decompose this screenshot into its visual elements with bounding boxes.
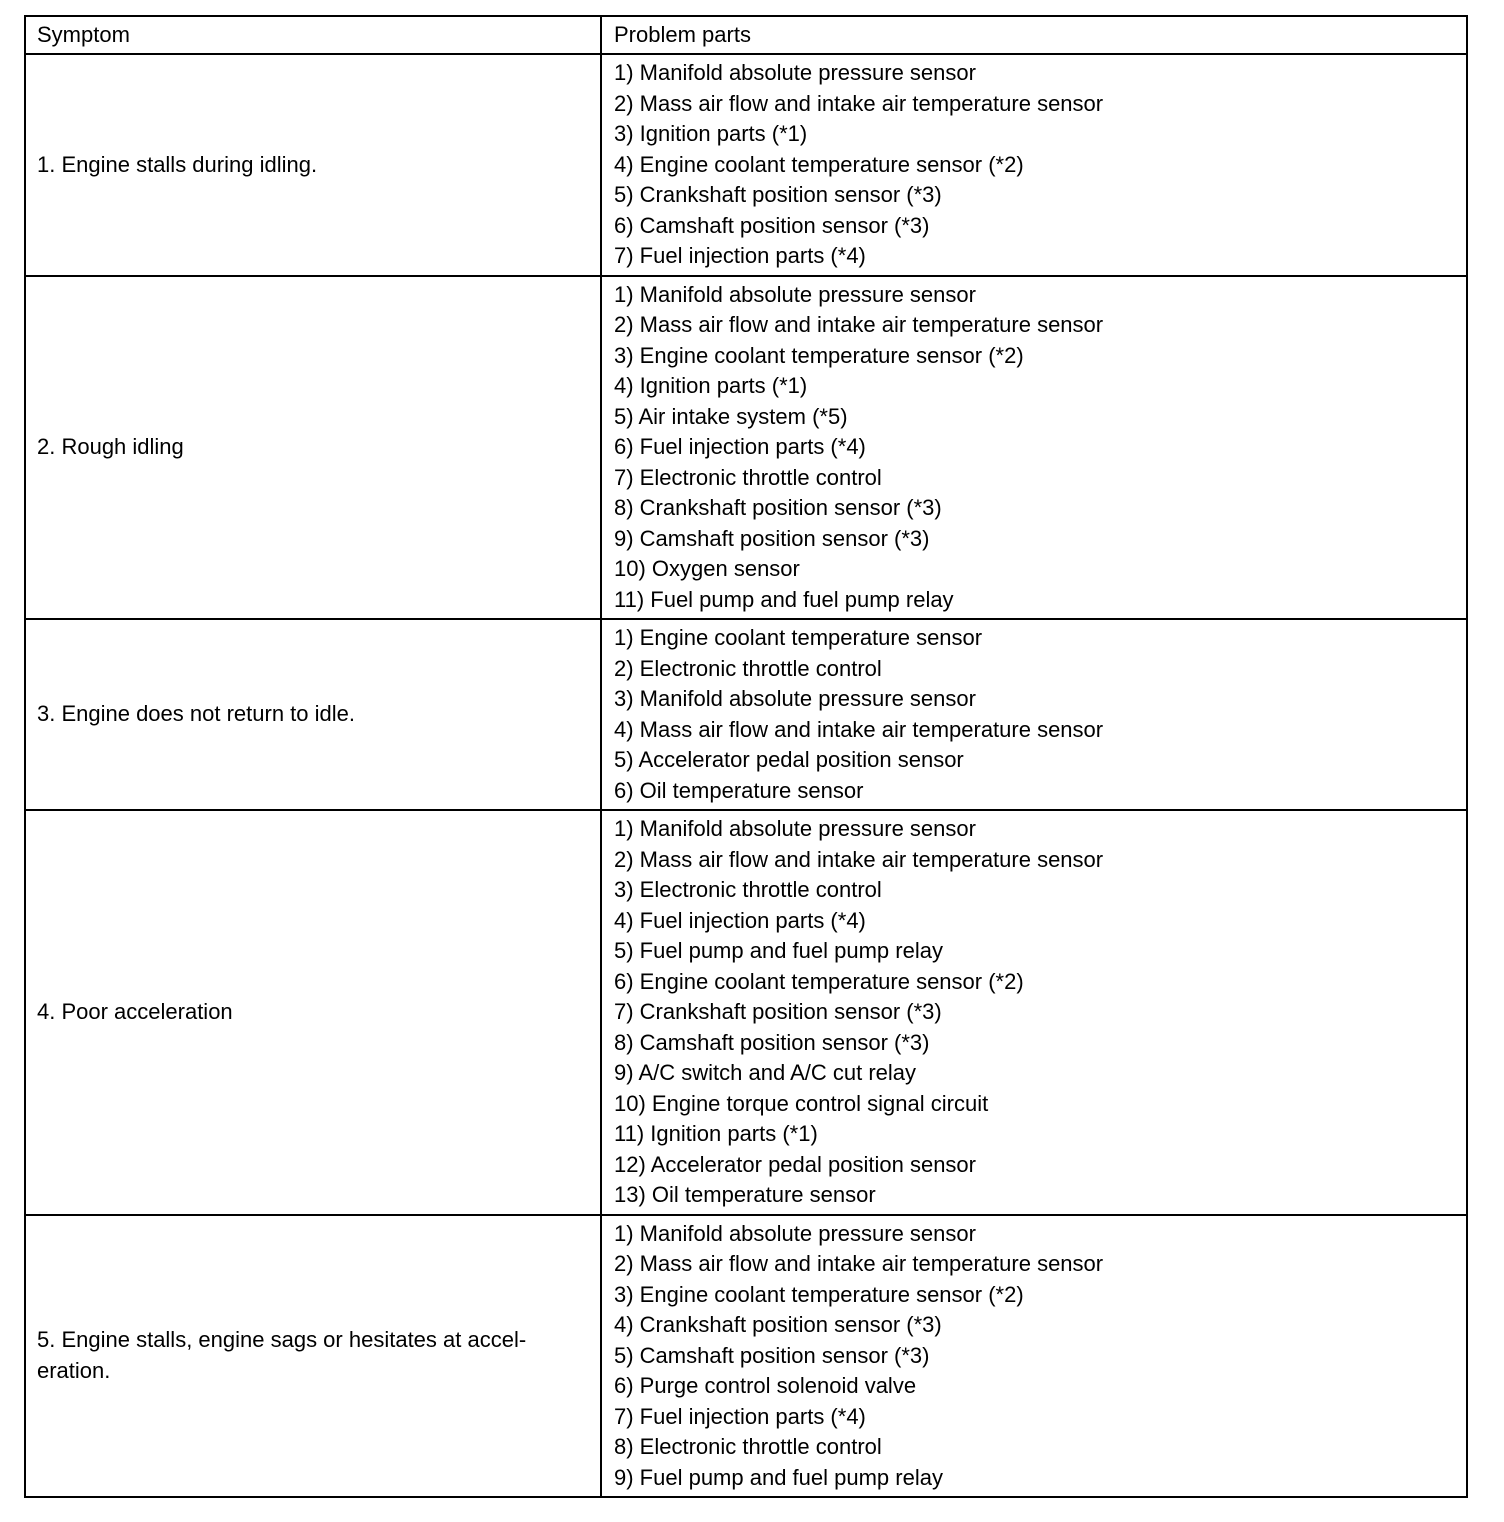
list-item: 6) Purge control solenoid valve [614,1373,917,1398]
list-item: 6) Engine coolant temperature sensor (*2) [614,968,1024,994]
symptom-cell [25,276,601,620]
list-item: 3) Engine coolant temperature sensor (*2) [614,1281,1024,1307]
parts-cell [601,619,1467,810]
list-item: 2) Mass air flow and intake air temperature sensor [614,90,1104,116]
symptom-line: eration. [37,1357,111,1383]
list-item: 6) Fuel injection parts (*4) [614,434,866,459]
list-item: 8) Electronic throttle control [614,1434,882,1459]
list-item: 3) Ignition parts (*1) [614,121,808,146]
parts-cell [601,810,1467,1215]
list-item: 4) Crankshaft position sensor (*3) [614,1312,942,1337]
list-item: 1) Manifold absolute pressure sensor [614,60,976,85]
list-item: 5) Camshaft position sensor (*3) [614,1342,930,1368]
list-item: 12) Accelerator pedal position sensor [614,1151,976,1177]
table-row [25,810,1467,1215]
table-row [25,276,1467,620]
header-symptom-cell [25,16,601,54]
symptom-text: 1. Engine stalls during idling. [37,151,318,177]
symptom-text: 2. Rough idling [37,434,184,459]
list-item: 8) Crankshaft position sensor (*3) [614,495,942,520]
parts-list [614,280,1456,616]
list-item: 10) Oxygen sensor [614,556,800,581]
list-item: 2) Mass air flow and intake air temperature sensor [614,846,1104,872]
list-item: 8) Camshaft position sensor (*3) [614,1029,930,1055]
list-item: 9) Camshaft position sensor (*3) [614,525,930,551]
symptom-cell [25,1215,601,1498]
parts-list [614,623,1456,806]
list-item: 5) Air intake system (*5) [614,403,848,429]
list-item: 7) Fuel injection parts (*4) [614,243,866,268]
list-item: 1) Manifold absolute pressure sensor [614,816,976,841]
list-item: 5) Fuel pump and fuel pump relay [614,938,943,963]
list-item: 6) Oil temperature sensor [614,777,864,803]
symptom-text [26,1325,600,1386]
symptom-cell [25,54,601,276]
list-item: 3) Manifold absolute pressure sensor [614,686,976,711]
header-symptom: Symptom [37,21,130,47]
list-item: 7) Electronic throttle control [614,464,882,490]
list-item: 2) Mass air flow and intake air temperature sensor [614,312,1104,337]
list-item: 1) Engine coolant temperature sensor [614,625,983,650]
parts-list [614,58,1456,272]
header-parts-cell [601,16,1467,54]
symptom-text: 3. Engine does not return to idle. [37,701,355,727]
list-item: 11) Fuel pump and fuel pump relay [614,586,954,612]
list-item: 1) Manifold absolute pressure sensor [614,1220,976,1246]
list-item: 7) Crankshaft position sensor (*3) [614,999,942,1024]
parts-cell [601,1215,1467,1498]
list-item: 5) Accelerator pedal position sensor [614,747,964,772]
list-item: 4) Fuel injection parts (*4) [614,907,866,933]
list-item: 4) Ignition parts (*1) [614,373,808,398]
list-item: 4) Engine coolant temperature sensor (*2) [614,151,1024,177]
parts-list [614,814,1456,1211]
list-item: 3) Electronic throttle control [614,877,882,902]
list-item: 4) Mass air flow and intake air temperature sensor [614,716,1104,742]
list-item: 3) Engine coolant temperature sensor (*2) [614,342,1024,368]
symptom-cell [25,810,601,1215]
symptom-parts-table [24,15,1468,1498]
symptom-line: 5. Engine stalls, engine sags or hesitates at accel- [37,1327,527,1353]
list-item: 2) Mass air flow and intake air temperature sensor [614,1251,1104,1276]
table-row [25,619,1467,810]
list-item: 7) Fuel injection parts (*4) [614,1403,866,1429]
table-header-row [25,16,1467,54]
symptom-text: 4. Poor acceleration [37,999,233,1024]
list-item: 2) Electronic throttle control [614,655,882,681]
parts-list [614,1219,1456,1494]
table-row [25,54,1467,276]
list-item: 9) Fuel pump and fuel pump relay [614,1464,943,1490]
list-item: 13) Oil temperature sensor [614,1182,876,1207]
header-problem-parts: Problem parts [614,21,751,47]
list-item: 6) Camshaft position sensor (*3) [614,212,930,238]
list-item: 9) A/C switch and A/C cut relay [614,1060,917,1085]
parts-cell [601,276,1467,620]
list-item: 10) Engine torque control signal circuit [614,1090,989,1116]
table-row [25,1215,1467,1498]
parts-cell [601,54,1467,276]
list-item: 1) Manifold absolute pressure sensor [614,281,976,307]
symptom-cell [25,619,601,810]
list-item: 5) Crankshaft position sensor (*3) [614,182,942,207]
list-item: 11) Ignition parts (*1) [614,1121,818,1146]
